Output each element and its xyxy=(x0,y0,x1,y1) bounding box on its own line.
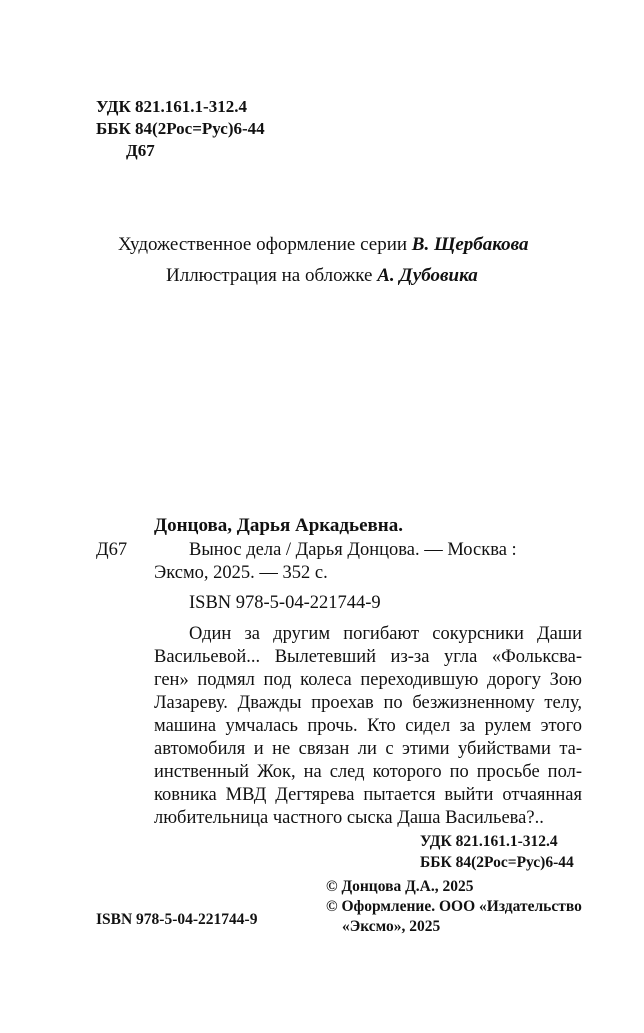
udk-code-top: УДК 821.161.1-312.4 xyxy=(96,97,247,116)
copyright-design-line-1: © Оформление. ООО «Издательство xyxy=(326,898,582,915)
copyright-design-line-2: «Эксмо», 2025 xyxy=(342,918,441,935)
bbk-code-bottom: ББК 84(2Рос=Рус)6-44 xyxy=(420,854,574,871)
footer-isbn: ISBN 978-5-04-221744-9 xyxy=(96,911,258,928)
series-design-credit xyxy=(118,235,529,254)
annotation-line: автомобиля и не связан ли с этими убийствами та- xyxy=(154,739,582,759)
annotation-line: Васильевой... Вылетевший из-за угла «Фольксва- xyxy=(154,647,582,667)
annotation-line: инственный Жок, на след которого по просьбе пол- xyxy=(154,762,582,782)
catalog-author-heading: Донцова, Дарья Аркадьевна. xyxy=(154,515,403,536)
annotation-line: любительница частного сыска Даша Васильева?.. xyxy=(154,808,544,828)
annotation-line: ген» подмял под колеса переходившую дорогу Зою xyxy=(154,670,582,690)
cover-illustration-credit xyxy=(166,266,478,285)
udk-code-bottom: УДК 821.161.1-312.4 xyxy=(420,833,558,850)
catalog-author-mark: Д67 xyxy=(96,540,128,560)
bbk-code-top: ББК 84(2Рос=Рус)6-44 xyxy=(96,119,265,138)
annotation-line: Один за другим погибают сокурсники Даши xyxy=(189,624,582,644)
catalog-title-line-1: Вынос дела / Дарья Донцова. — Москва : xyxy=(189,540,517,560)
annotation-line: Лазареву. Дважды проехав по безжизненному телу, xyxy=(154,693,582,713)
annotation-line: ковника МВД Дегтярева пытается выйти отчаянная xyxy=(154,785,582,805)
series-design-name: В. Щербакова xyxy=(411,234,529,255)
copyright-author: © Донцова Д.А., 2025 xyxy=(326,878,474,895)
annotation-line: машина умчалась прочь. Кто сидел за рулем этого xyxy=(154,716,582,736)
catalog-isbn: ISBN 978-5-04-221744-9 xyxy=(189,593,381,613)
catalog-title-line-2: Эксмо, 2025. — 352 с. xyxy=(154,563,328,583)
cover-illustration-name: А. Дубовика xyxy=(377,265,478,286)
cover-illustration-prefix: Иллюстрация на обложке xyxy=(166,265,378,286)
series-design-prefix: Художественное оформление серии xyxy=(118,234,412,255)
author-mark-top: Д67 xyxy=(126,141,155,160)
